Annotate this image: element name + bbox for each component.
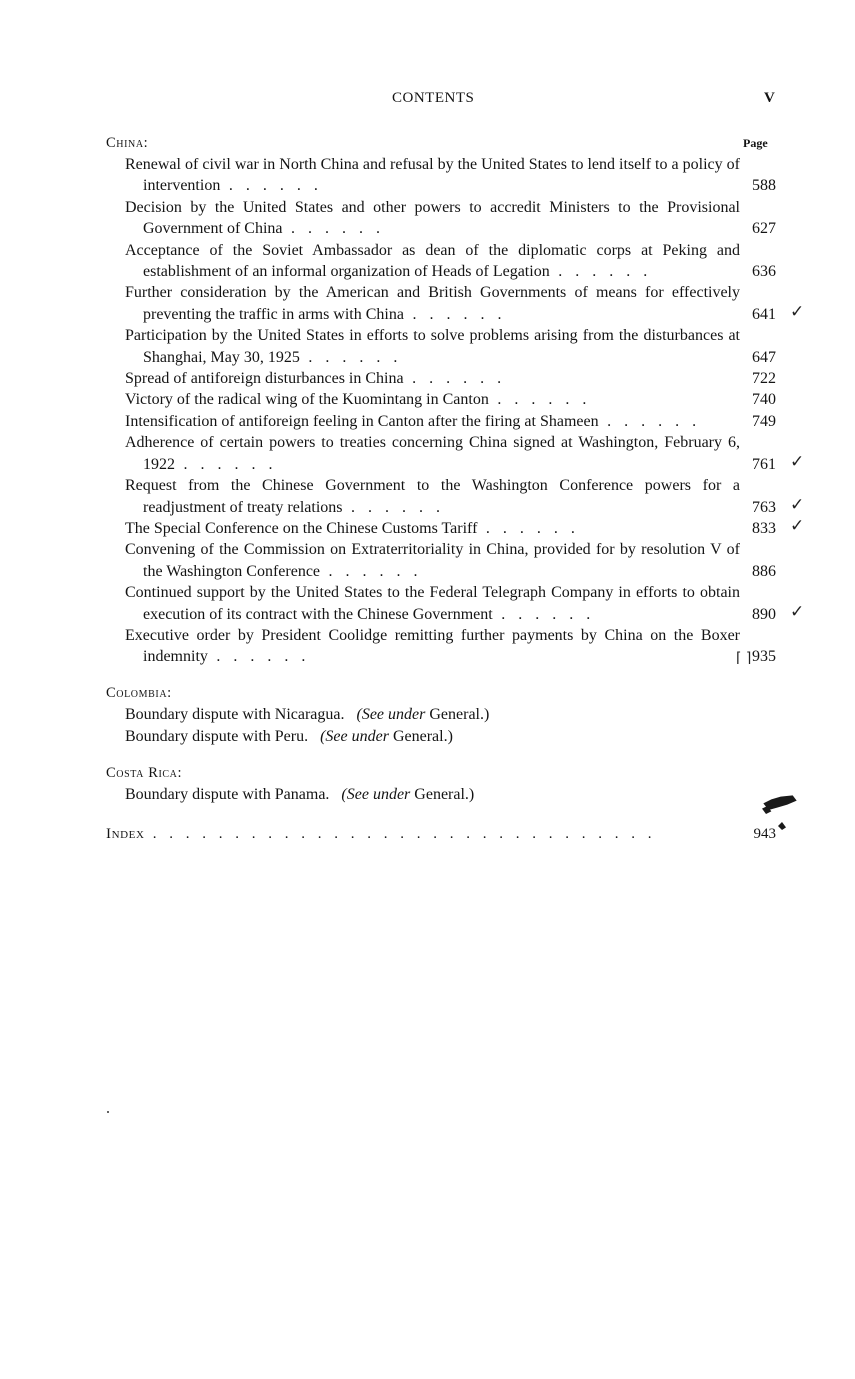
dot-leader: . . . . . . <box>207 648 310 666</box>
entry-page: 627 <box>752 220 776 238</box>
toc-entry <box>106 475 805 518</box>
check-mark-icon: ✓ <box>790 451 805 472</box>
entry-title: Further consideration by the American and British Governments of means for effectively preventing the traffic in arms with China <box>125 284 740 323</box>
entry-page: 935 <box>752 648 776 666</box>
index-label: Index <box>106 825 145 842</box>
list-item: Boundary dispute with Panama. (See under General.) <box>125 785 475 803</box>
toc-entry <box>106 282 805 325</box>
toc-entry <box>106 368 786 389</box>
entry-page: 890 <box>752 605 776 623</box>
running-head-title: CONTENTS <box>392 90 475 106</box>
entry-page: 833 <box>752 519 776 537</box>
index-page: 943 <box>753 825 776 842</box>
dot-leader: . . . . . . <box>598 412 701 430</box>
dot-leader: . . . . . . <box>549 263 652 281</box>
entry-page: 722 <box>752 370 776 388</box>
dot-leader: . . . . . . <box>299 348 402 366</box>
china-entry-list <box>106 154 805 668</box>
entry-title: Adherence of certain powers to treaties concerning China signed at Washington, February 6, 1922 <box>125 434 740 473</box>
entry-page: 588 <box>752 177 776 195</box>
dot-leader: . . . . . . <box>477 519 580 537</box>
entry-title: Executive order by President Coolidge remitting further payments by China on the Boxer indemnity <box>125 626 740 666</box>
toc-entry <box>106 154 786 197</box>
toc-entry <box>106 515 805 539</box>
entry-page: 740 <box>752 391 776 409</box>
toc-entry <box>106 625 786 668</box>
toc-entry <box>106 582 805 625</box>
dot-leader: . . . . . . <box>342 498 445 516</box>
toc-entry <box>106 325 786 368</box>
entry-page: 636 <box>752 263 776 281</box>
list-item: Boundary dispute with Nicaragua. (See under General.) <box>125 705 490 723</box>
index-entry: Index . . . . . . . . . . . . . . . . . . . . . . . . . . . . . . . 943 <box>106 824 786 845</box>
toc-entry <box>106 240 786 283</box>
dot-leader: . . . . . . <box>403 305 506 323</box>
toc-entry <box>106 432 805 475</box>
dot-leader: . . . . . . <box>492 605 595 623</box>
toc-entry <box>106 539 786 582</box>
speck <box>107 1111 109 1113</box>
entry-title: Participation by the United States in efforts to solve problems arising from the disturbances at Shanghai, May 30, 1925 <box>125 327 740 366</box>
ink-smudge <box>748 790 808 830</box>
entry-title: Victory of the radical wing of the Kuomintang in Canton <box>125 391 489 409</box>
running-head <box>0 90 855 110</box>
dot-leader: . . . . . . <box>175 455 277 473</box>
entry-title: Decision by the United States and other powers to accredit Ministers to the Provisional Government of China <box>125 198 740 238</box>
entry-title: Intensification of antiforeign feeling in Canton after the firing at Shameen <box>125 412 599 430</box>
entry-page: 641 <box>752 305 776 323</box>
entry-title: Convening of the Commission on Extraterritoriality in China, provided for by resolution V of the Washington Conference <box>125 541 740 580</box>
entry-title: Renewal of civil war in North China and refusal by the United States to lend itself to a policy of intervention <box>125 156 740 195</box>
check-mark-icon: ✓ <box>790 494 805 515</box>
dot-leader: . . . . . . <box>320 562 423 580</box>
page-number: V <box>764 90 776 106</box>
toc-entry <box>106 197 786 240</box>
dot-leader: . . . . . . <box>403 370 506 388</box>
check-mark-icon: ✓ <box>790 601 805 622</box>
dot-leader: . . . . . . <box>282 220 385 238</box>
page-column-label: Page <box>743 136 768 150</box>
entry-page: 647 <box>752 348 776 366</box>
check-mark-icon: ✓ <box>790 515 805 536</box>
toc-entry <box>106 411 786 432</box>
dot-leader: . . . . . . <box>488 391 591 409</box>
dot-leader: . . . . . . <box>220 177 323 195</box>
table-of-contents <box>106 132 805 845</box>
entry-page: 761 <box>752 455 776 473</box>
entry-title: Acceptance of the Soviet Ambassador as dean of the diplomatic corps at Peking and establishment of an informal organization of Heads of Legation <box>125 241 740 281</box>
section-heading-costa-rica: Costa Rica: <box>106 764 183 781</box>
entry-page: 763 <box>752 498 776 516</box>
list-item: Boundary dispute with Peru. (See under General.) <box>125 727 453 745</box>
entry-title: Request from the Chinese Government to the Washington Conference powers for a readjustment of treaty relations <box>125 477 740 516</box>
entry-page: 886 <box>752 562 776 580</box>
section-heading-china: China: <box>106 135 149 151</box>
entry-page: 749 <box>752 412 776 430</box>
toc-entry <box>106 389 786 410</box>
entry-title: Spread of antiforeign disturbances in China <box>125 370 404 388</box>
bracket-mark-icon: ⌈ ⌉ <box>736 650 752 667</box>
check-mark-icon: ✓ <box>790 301 805 322</box>
entry-title: Continued support by the United States to the Federal Telegraph Company in efforts to obtain execution of its contract with the Chinese Government <box>125 584 740 623</box>
entry-title: The Special Conference on the Chinese Customs Tariff <box>125 519 478 537</box>
section-heading-colombia: Colombia: <box>106 684 172 701</box>
